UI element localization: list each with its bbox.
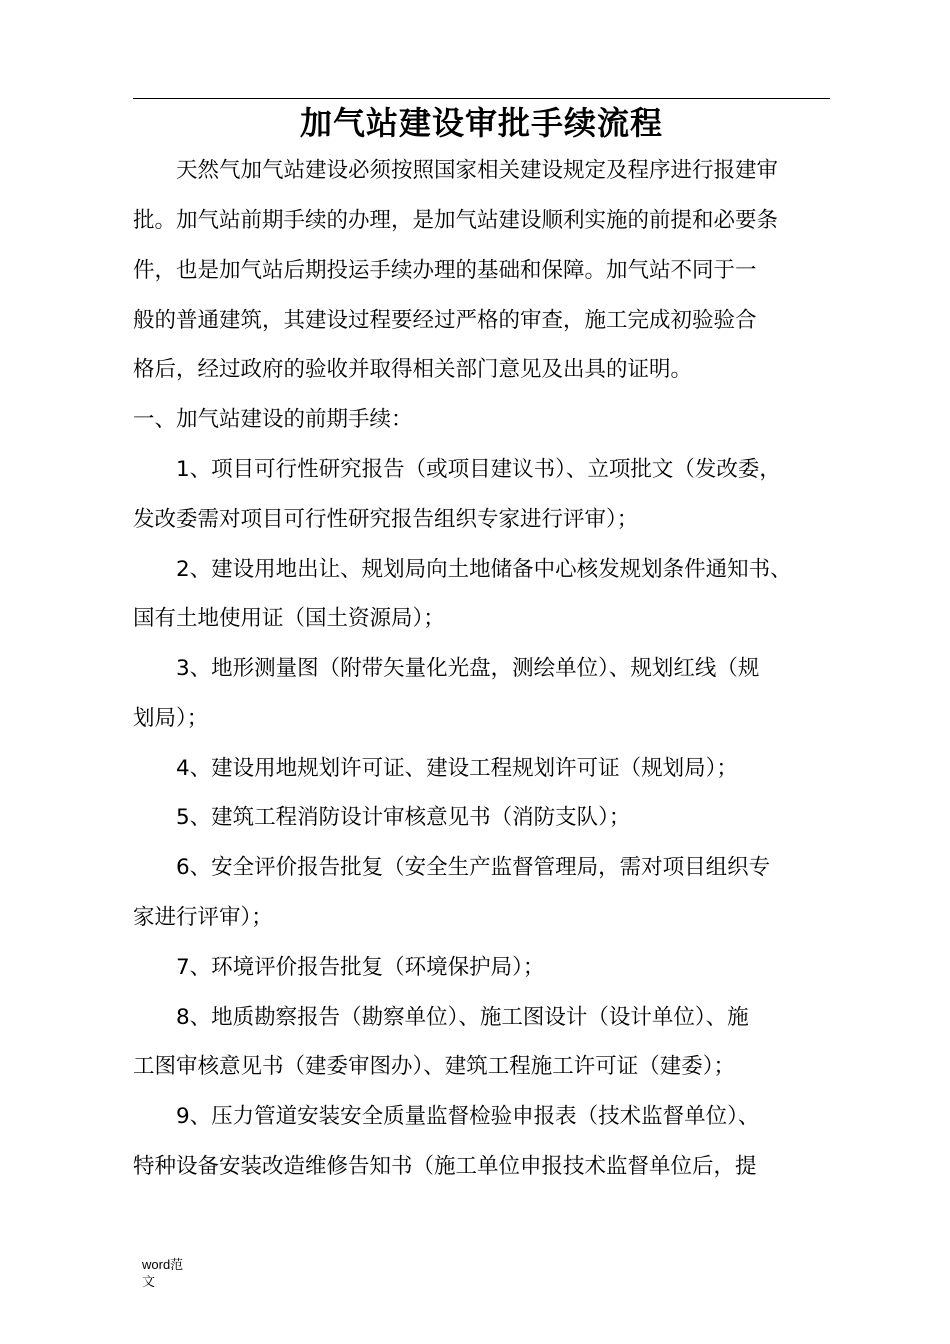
list-item-line: 9、压力管道安装安全质量监督检验申报表（技术监督单位）、 bbox=[176, 1104, 760, 1129]
list-item-line: 4、建设用地规划许可证、建设工程规划许可证（规划局）； bbox=[176, 756, 738, 781]
paragraph-line: 格后，经过政府的验收并取得相关部门意见及出具的证明。 bbox=[133, 357, 693, 382]
section-heading: 一、加气站建设的前期手续： bbox=[133, 407, 413, 432]
list-item-line: 8、地质勘察报告（勘察单位）、施工图设计（设计单位）、施 bbox=[176, 1005, 749, 1030]
list-item-line: 国有土地使用证（国土资源局）； bbox=[133, 606, 445, 631]
paragraph-line: 批。加气站前期手续的办理，是加气站建设顺利实施的前提和必要条 bbox=[133, 208, 779, 233]
list-item-line: 3、地形测量图（附带矢量化光盘，测绘单位）、规划红线（规 bbox=[176, 656, 760, 681]
document-title: 加气站建设审批手续流程 bbox=[299, 104, 663, 142]
list-item-line: 发改委需对项目可行性研究报告组织专家进行评审）； bbox=[133, 507, 639, 532]
list-item-line: 5、建筑工程消防设计审核意见书（消防支队）； bbox=[176, 805, 631, 830]
footer-line: word范 bbox=[142, 1257, 184, 1272]
list-item-line: 6、安全评价报告批复（安全生产监督管理局，需对项目组织专 bbox=[176, 855, 771, 880]
footer-watermark bbox=[142, 1256, 183, 1290]
paragraph-line: 般的普通建筑，其建设过程要经过严格的审查，施工完成初验验合 bbox=[133, 308, 757, 333]
list-item-line: 特种设备安装改造维修告知书（施工单位申报技术监督单位后，提 bbox=[133, 1154, 757, 1179]
list-item-line: 7、环境评价报告批复（环境保护局）； bbox=[176, 955, 545, 980]
list-item-line: 1、项目可行性研究报告（或项目建议书）、立项批文（发改委， bbox=[176, 457, 781, 482]
list-item-line: 家进行评审）； bbox=[133, 905, 273, 930]
paragraph-line: 天然气加气站建设必须按照国家相关建设规定及程序进行报建审 bbox=[176, 158, 779, 183]
footer-line: 文 bbox=[142, 1274, 156, 1289]
list-item-line: 2、建设用地出让、规划局向土地储备中心核发规划条件通知书、 bbox=[176, 557, 792, 582]
list-item-line: 工图审核意见书（建委审图办）、建筑工程施工许可证（建委）； bbox=[133, 1054, 736, 1079]
list-item-line: 划局）； bbox=[133, 706, 209, 731]
header-rule bbox=[133, 98, 830, 99]
paragraph-line: 件，也是加气站后期投运手续办理的基础和保障。加气站不同于一 bbox=[133, 258, 757, 283]
